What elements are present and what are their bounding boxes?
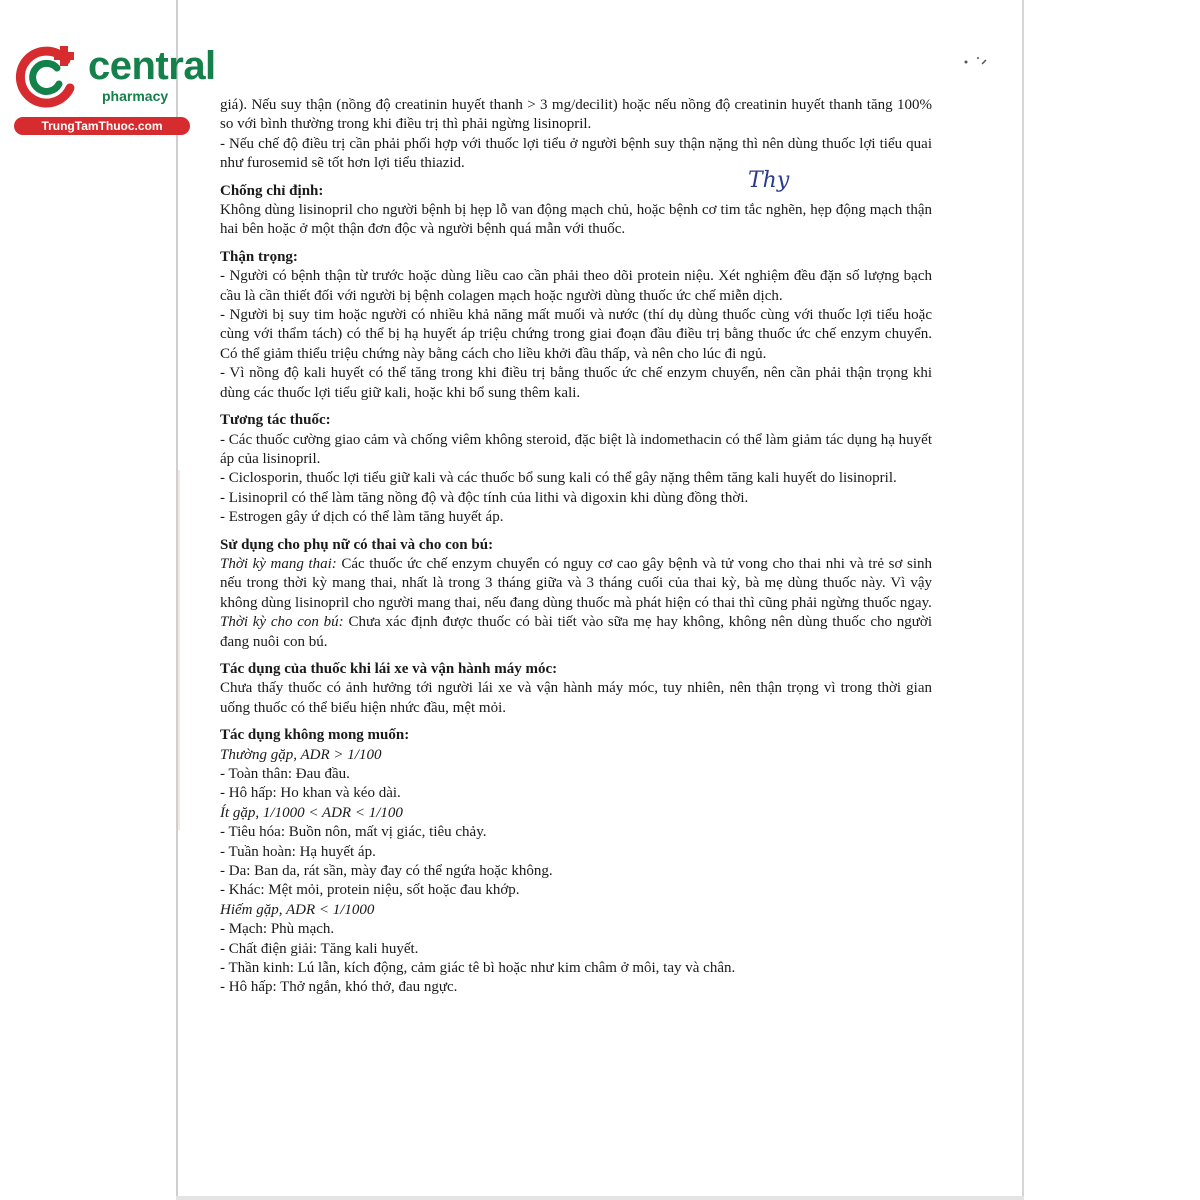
precaution-item: - Người bị suy tim hoặc người có nhiều khả năng mất muối và nước (thí dụ dùng thuốc cùng với thuốc lợi tiểu hoặc cùng với thẩm tách) có thể bị hạ huyết áp triệu chứng trong giai đoạn đầu điều trị bằng thuốc ức chế enzym chuyển. Có thể giảm thiểu triệu chứng này bằng cách cho liều khởi đầu thấp, và nên cho lúc đi ngủ. — [220, 307, 932, 362]
pregnancy-label: Thời kỳ mang thai: — [220, 555, 337, 572]
adverse-item: - Hô hấp: Ho khan và kéo dài. — [220, 785, 401, 802]
contraindications-text: Không dùng lisinopril cho người bệnh bị hẹp lỗ van động mạch chủ, hoặc bệnh cơ tim tắc nghẽn, hẹp động mạch thận hai bên hoặc ở một thận đơn độc và người bệnh quá mẫn với thuốc. — [220, 202, 932, 238]
adverse-item: - Tuần hoàn: Hạ huyết áp. — [220, 843, 376, 860]
lactation-paragraph — [220, 613, 932, 652]
precautions-heading: Thận trọng: — [220, 248, 298, 265]
diuretic-paragraph: - Nếu chế độ điều trị cần phải phối hợp với thuốc lợi tiểu ở người bệnh suy thận nặng thì nên dùng thuốc lợi tiểu quai như furosemid sẽ tốt hơn lợi tiểu thiazid. — [220, 135, 932, 172]
adverse-item: - Mạch: Phù mạch. — [220, 921, 335, 938]
interaction-item: - Các thuốc cường giao cảm và chống viêm không steroid, đặc biệt là indomethacin có thể làm giảm tác dụng hạ huyết áp của lisinopril. — [220, 431, 932, 467]
pregnancy-heading: Sử dụng cho phụ nữ có thai và cho con bú: — [220, 536, 494, 553]
adverse-item: - Thần kinh: Lú lẫn, kích động, cảm giác tê bì hoặc như kim châm ở môi, tay và chân. — [220, 960, 736, 977]
interactions-section — [220, 411, 932, 527]
scan-edge-bottom — [176, 1196, 1024, 1200]
precaution-item: - Vì nồng độ kali huyết có thể tăng trong khi điều trị bằng thuốc ức chế enzym chuyển, nên cần phải thận trọng khi dùng các thuốc lợi tiểu giữ kali, hoặc khi bổ sung thêm kali. — [220, 365, 932, 401]
precautions-section — [220, 248, 932, 403]
common-frequency-label: Thường gặp, ADR > 1/100 — [220, 746, 382, 763]
adverse-item: - Toàn thân: Đau đầu. — [220, 766, 350, 782]
pregnancy-section — [220, 536, 932, 652]
lactation-text: Chưa xác định được thuốc có bài tiết vào sữa mẹ hay không, không nên dùng thuốc cho người đang nuôi con bú. — [220, 614, 932, 650]
adverse-heading: Tác dụng không mong muốn: — [220, 727, 410, 744]
pregnancy-paragraph — [220, 555, 932, 613]
contraindications-section — [220, 182, 932, 240]
interaction-item: - Ciclosporin, thuốc lợi tiểu giữ kali và các thuốc bổ sung kali có thể gây nặng thêm tăng kali huyết do lisinopril. — [220, 470, 897, 487]
scan-speck — [960, 52, 990, 72]
lactation-label: Thời kỳ cho con bú: — [220, 614, 344, 631]
interaction-item: - Lisinopril có thể làm tăng nồng độ và độc tính của lithi và digoxin khi dùng đồng thời. — [220, 489, 749, 506]
adverse-item: - Chất điện giải: Tăng kali huyết. — [220, 940, 419, 957]
brand-name: central — [88, 44, 216, 88]
adverse-item: - Da: Ban da, rát sần, mày đay có thể ngứa hoặc không. — [220, 863, 553, 880]
driving-section — [220, 660, 932, 718]
adverse-item: - Tiêu hóa: Buồn nôn, mất vị giác, tiêu chảy. — [220, 824, 487, 841]
pregnancy-text: Các thuốc ức chế enzym chuyển có nguy cơ cao gây bệnh và tử vong cho thai nhi và trẻ sơ sinh nếu trong thời kỳ mang thai, nhất là trong 3 tháng giữa và 3 tháng cuối của thai kỳ, bà mẹ dùng thuốc này. Vì vậy không dùng lisinopril cho người mang thai, nếu đang dùng thuốc mà phát hiện có thai thì cũng phải ngừng thuốc ngay. — [220, 555, 933, 611]
contraindications-heading: Chống chỉ định: — [220, 182, 324, 199]
faded-stamp-mark — [178, 470, 208, 830]
website-badge[interactable]: TrungTamThuoc.com — [14, 117, 190, 135]
adverse-effects-section — [220, 726, 932, 998]
uncommon-frequency-label: Ít gặp, 1/1000 < ADR < 1/100 — [220, 804, 403, 821]
pharmacy-cross-c-icon — [10, 38, 86, 114]
scan-edge-right — [1022, 0, 1024, 1200]
rare-frequency-label: Hiếm gặp, ADR < 1/1000 — [220, 901, 375, 918]
driving-text: Chưa thấy thuốc có ảnh hưởng tới người lái xe và vận hành máy móc, tuy nhiên, nên thận trọng vì trong thời gian uống thuốc có thể biểu hiện nhức đầu, mệt mỏi. — [220, 680, 932, 716]
precaution-item: - Người có bệnh thận từ trước hoặc dùng liều cao cần phải theo dõi protein niệu. Xét nghiệm đều đặn số lượng bạch cầu là cần thiết đối với người bị bệnh colagen mạch hoặc người dùng thuốc ức chế miễn dịch. — [220, 268, 932, 304]
adverse-item: - Khác: Mệt mỏi, protein niệu, sốt hoặc đau khớp. — [220, 882, 520, 899]
driving-heading: Tác dụng của thuốc khi lái xe và vận hành máy móc: — [220, 660, 558, 677]
renal-paragraph: giá). Nếu suy thận (nồng độ creatinin huyết thanh > 3 mg/decilit) hoặc nếu nồng độ creatinin huyết thanh tăng 100% so với bình thường trong khi điều trị thì phải ngừng lisinopril. — [220, 97, 932, 133]
document-body — [220, 96, 932, 998]
handwritten-initials: Thy — [748, 168, 790, 193]
brand-subtitle: pharmacy — [102, 88, 169, 104]
interaction-item: - Estrogen gây ứ dịch có thể làm tăng huyết áp. — [220, 509, 504, 526]
interactions-heading: Tương tác thuốc: — [220, 412, 331, 429]
adverse-item: - Hô hấp: Thở ngắn, khó thở, đau ngực. — [220, 979, 458, 996]
